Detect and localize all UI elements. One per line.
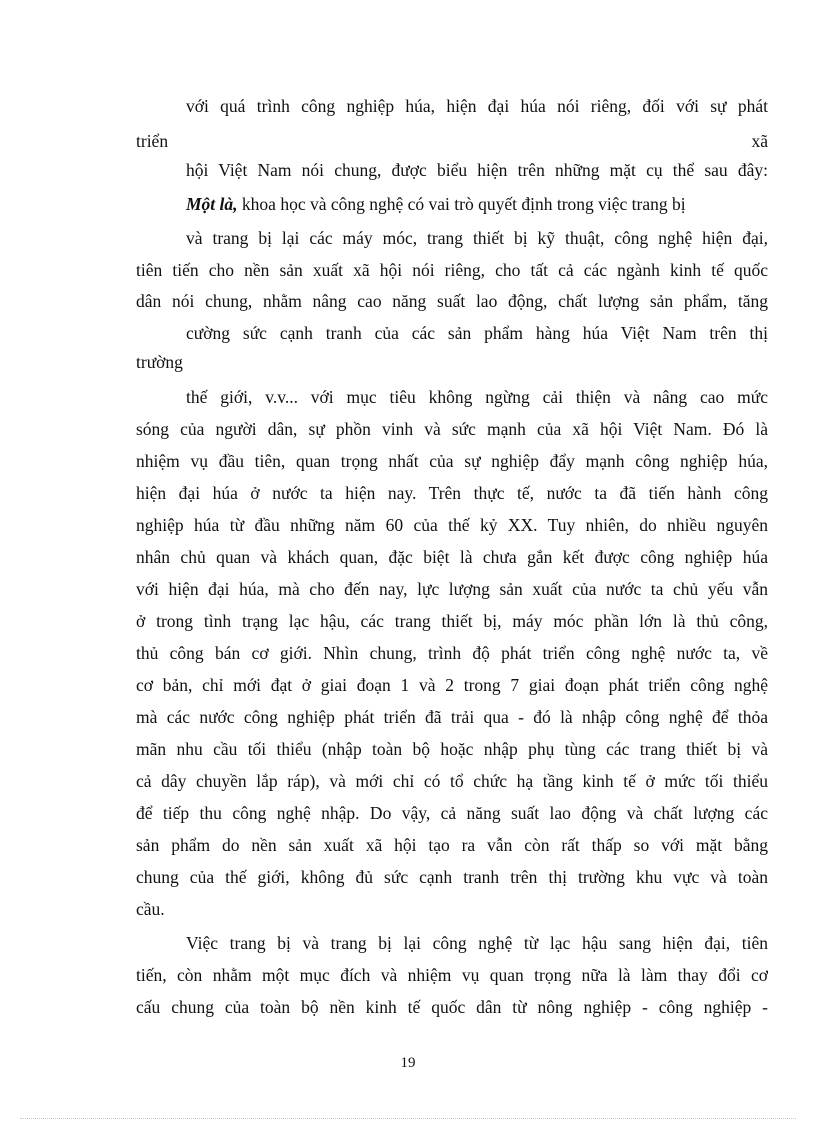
- text-line: để tiếp thu công nghệ nhập. Do vậy, cả năng suất lao động và chất lượng các: [136, 803, 768, 823]
- paragraph-lead-line: [186, 192, 768, 216]
- text-line: dân nói chung, nhằm nâng cao năng suất lao động, chất lượng sản phẩm, tăng: [136, 291, 768, 311]
- text-line: mà các nước công nghiệp phát triển đã trải qua - đó là nhập công nghệ để thỏa: [136, 707, 768, 727]
- text-line: nhân chủ quan và khách quan, đặc biệt là chưa gắn kết được công nghiệp húa: [136, 547, 768, 567]
- text-line: Việc trang bị và trang bị lại công nghệ từ lạc hậu sang hiện đại, tiên: [186, 933, 768, 953]
- text-line: cơ bản, chỉ mới đạt ở giai đoạn 1 và 2 trong 7 giai đoạn phát triển công nghệ: [136, 675, 768, 695]
- text-line: ở trong tình trạng lạc hậu, các trang thiết bị, máy móc phần lớn là thủ công,: [136, 611, 768, 631]
- text-line: thế giới, v.v... với mục tiêu không ngừng cải thiện và nâng cao mức: [186, 387, 768, 407]
- text-line: với hiện đại húa, mà cho đến nay, lực lượng sản xuất của nước ta chủ yếu vẫn: [136, 579, 768, 599]
- text-line: nhiệm vụ đầu tiên, quan trọng nhất của sự nghiệp đẩy mạnh công nghiệp húa,: [136, 451, 768, 471]
- text-line: triển: [136, 131, 169, 151]
- text-line: với quá trình công nghiệp húa, hiện đại húa nói riêng, đối với sự phát: [186, 96, 768, 116]
- text-line: hội Việt Nam nói chung, được biểu hiện trên những mặt cụ thể sau đây:: [186, 160, 768, 180]
- text-line: cả dây chuyền lắp ráp), và mới chỉ có tổ chức hạ tầng kinh tế ở mức tối thiểu: [136, 771, 768, 791]
- text-line: thủ công bán cơ giới. Nhìn chung, trình độ phát triển công nghệ nước ta, về: [136, 643, 768, 663]
- text-line: mãn nhu cầu tối thiểu (nhập toàn bộ hoặc nhập phụ tùng các trang thiết bị và: [136, 739, 768, 759]
- text-line: cầu.: [136, 899, 165, 919]
- text-line: tiên tiến cho nền sản xuất xã hội nói riêng, cho tất cả các ngành kinh tế quốc: [136, 260, 768, 280]
- text-line: sản phẩm do nền sản xuất xã hội tạo ra vẫn còn rất thấp so với mặt bằng: [136, 835, 768, 855]
- text-line: xã: [751, 131, 768, 151]
- text-line: trường: [136, 352, 183, 372]
- emphasis-text: Một là,: [186, 194, 238, 214]
- text-span: khoa học và công nghệ có vai trò quyết định trong việc trang bị: [237, 194, 686, 214]
- text-line: chung của thế giới, không đủ sức cạnh tranh trên thị trường khu vực và toàn: [136, 867, 768, 887]
- text-line: hiện đại húa ở nước ta hiện nay. Trên thực tế, nước ta đã tiến hành công: [136, 483, 768, 503]
- text-line: cấu chung của toàn bộ nền kinh tế quốc dân từ nông nghiệp - công nghiệp -: [136, 997, 768, 1017]
- page-number: 19: [400, 1055, 416, 1071]
- text-line: cường sức cạnh tranh của các sản phẩm hàng húa Việt Nam trên thị: [186, 323, 768, 343]
- page-bottom-rule: [20, 1118, 796, 1119]
- text-line: nghiệp húa từ đầu những năm 60 của thế kỷ XX. Tuy nhiên, do nhiều nguyên: [136, 515, 768, 535]
- text-line: tiến, còn nhằm một mục đích và nhiệm vụ quan trọng nữa là làm thay đổi cơ: [136, 965, 768, 985]
- text-line: và trang bị lại các máy móc, trang thiết bị kỹ thuật, công nghệ hiện đại,: [186, 228, 768, 248]
- text-line: sóng của người dân, sự phồn vinh và sức mạnh của xã hội Việt Nam. Đó là: [136, 419, 768, 439]
